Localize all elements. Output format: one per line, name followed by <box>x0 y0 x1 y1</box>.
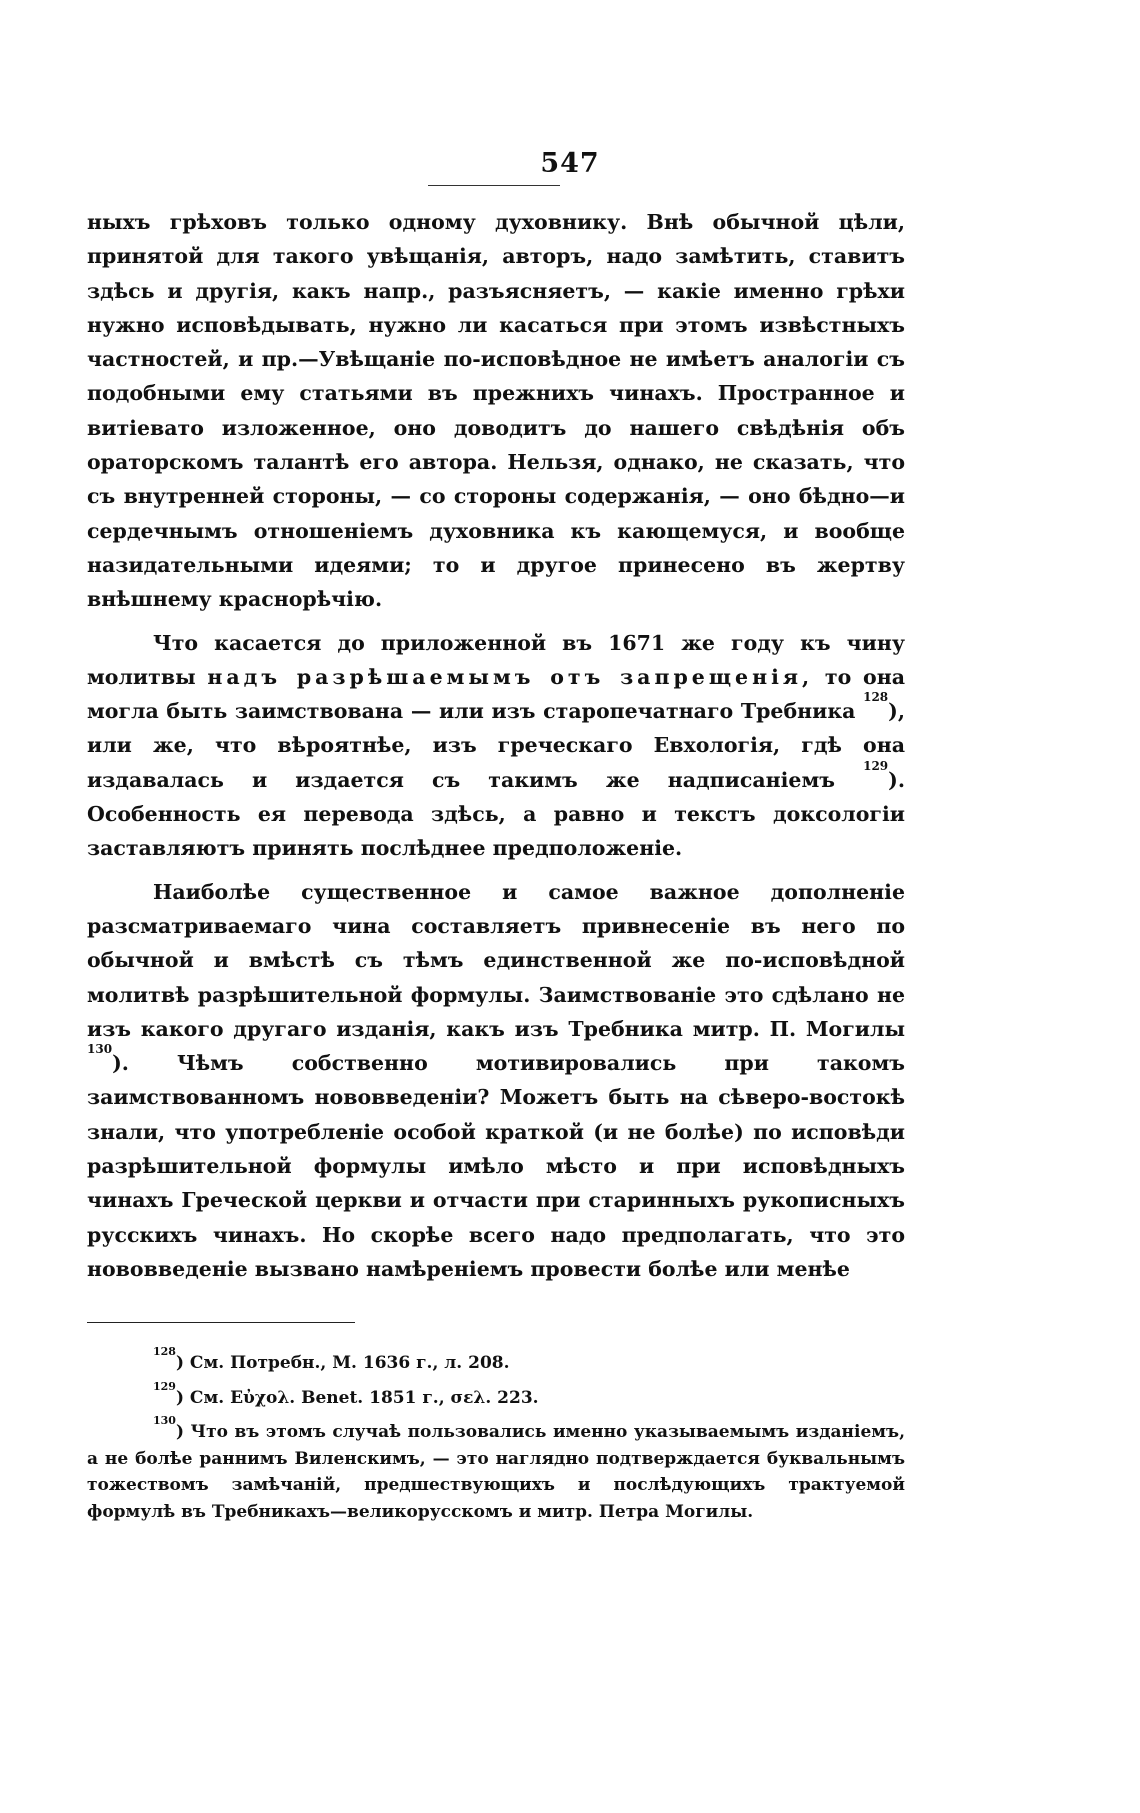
paragraph-1: ныхъ грѣховъ только одному духовнику. Внѣ обычной цѣли, принятой для такого увѣщанія, авторъ, надо замѣтить, ставитъ здѣсь и другія, какъ напр., разъясняетъ, — какіе именно грѣхи нужно исповѣдывать, нужно ли касаться при этомъ извѣстныхъ частностей, и пр.—Увѣщаніе по-исповѣдное не имѣетъ аналогіи съ подобными ему статьями въ прежнихъ чинахъ. Пространное и витіевато изложенное, оно доводитъ до нашего свѣдѣнія объ ораторскомъ талантѣ его автора. Нельзя, однако, не сказать, что съ внутренней стороны, — со стороны содержанія, — оно бѣдно—и сердечнымъ отношеніемъ духовника къ кающемуся, и вообще назидательными идеями; то и другое принесено въ жертву внѣшнему краснорѣчію. <box>87 210 905 612</box>
paragraph-2-text-d: ). Особенность ея перевода здѣсь, а равно и текстъ доксологіи заставляютъ принять послѣднее предположеніе. <box>87 767 905 861</box>
paragraph-2 <box>87 626 905 866</box>
footnote-129 <box>87 1379 905 1412</box>
paragraph-3-text-a: Наиболѣе существенное и самое важное дополненіе разсматриваемаго чина составляетъ привнесеніе въ него по обычной и вмѣстѣ съ тѣмъ единственной же по-исповѣдной молитвѣ разрѣшительной формулы. Заимствованіе это сдѣлано не изъ какого другаго изданія, какъ изъ Требника митр. П. Могилы <box>87 879 905 1041</box>
footnote-ref-129[interactable]: 129 <box>863 758 889 773</box>
paragraph-2-text-b: то она могла быть заимствована — или изъ старопечатнаго Требника <box>87 664 905 724</box>
footnote-130 <box>87 1414 905 1525</box>
footnote-ref-130[interactable]: 130 <box>87 1042 113 1057</box>
footnote-separator <box>87 1322 355 1323</box>
footnote-text: ) См. Потребн., М. 1636 г., л. 208. <box>175 1353 510 1373</box>
footnote-mark: 128 <box>153 1345 176 1359</box>
footnote-text: ) Что въ этомъ случаѣ пользовались именно указываемымъ изданіемъ, а не болѣе раннимъ Виленскимъ, — это наглядно подтверждается буквальнымъ тожествомъ замѣчаній, предшествующихъ и послѣдующихъ трактуемой формулѣ въ Требникахъ—великорусскомъ и митр. Петра Могилы. <box>87 1422 905 1522</box>
paragraph-2-text-a: Что касается до приложенной въ 1671 же году къ чину молитвы <box>87 630 905 689</box>
paragraph-3 <box>87 875 905 1287</box>
footnote-mark: 130 <box>153 1414 176 1428</box>
footnote-128 <box>87 1345 905 1377</box>
footnotes <box>87 1345 905 1525</box>
footnote-ref-128[interactable]: 128 <box>863 690 889 705</box>
paragraph-3-text-b: ). Чѣмъ собственно мотивировались при такомъ заимствованномъ нововведеніи? Можетъ быть на сѣверо-востокѣ знали, что употребленіе особой краткой (и не болѣе) по исповѣди разрѣшительной формулы имѣло мѣсто и при исповѣдныхъ чинахъ Греческой церкви и отчасти при старинныхъ рукописныхъ русскихъ чинахъ. Но скорѣе всего надо предполагать, что это нововведеніе вызвано намѣреніемъ провести болѣе или менѣе <box>87 1051 905 1281</box>
header-rule <box>428 185 560 186</box>
footnote-text: ) См. Εὐχολ. Benet. 1851 г., σελ. 223. <box>175 1387 539 1408</box>
spaced-prayer-title: надъ разрѣшаемымъ отъ запрещенія, <box>207 664 814 689</box>
page-number: 547 <box>540 148 600 179</box>
footnote-mark: 129 <box>153 1379 176 1393</box>
paragraph-2-text-c: ), или же, что вѣроятнѣе, изъ греческаго Евхологія, гдѣ она издавалась и издается съ такимъ же надписаніемъ <box>87 699 906 792</box>
body-text <box>87 205 905 1286</box>
